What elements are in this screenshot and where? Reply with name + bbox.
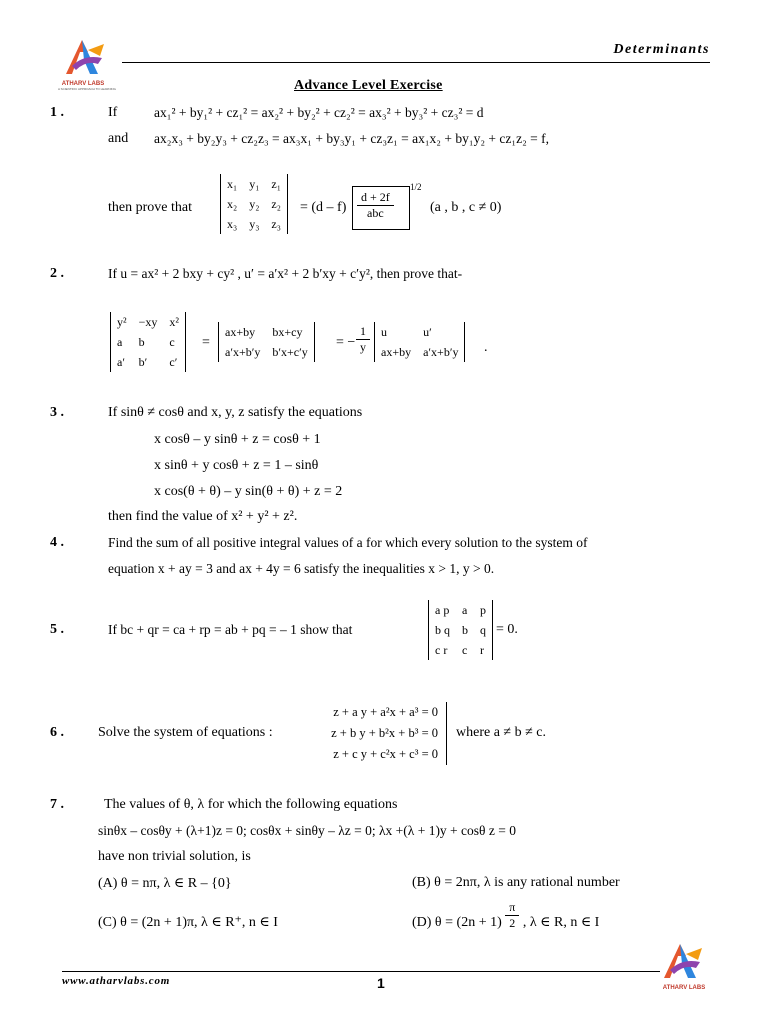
footer-logo-text: ATHARV LABS	[662, 985, 706, 991]
q2-determinant-3	[374, 322, 465, 362]
q7-option-a: (A) θ = nπ, λ ∈ R – {0}	[98, 876, 232, 891]
q6-eq-3: z + c y + c²x + c³ = 0	[333, 747, 438, 761]
q4-line1: Find the sum of all positive integral values of a for which every solution to the system of	[108, 535, 588, 550]
q7-number: 7 .	[50, 797, 64, 812]
q7-option-d-post: , λ ∈ R, n ∈ I	[522, 915, 600, 930]
q1-frac-top: d + 2f	[357, 190, 394, 206]
q7-option-b: (B) θ = 2nπ, λ is any rational number	[412, 875, 620, 890]
q3-eq-1: x cosθ – y sinθ + z = cosθ + 1	[154, 432, 321, 447]
det-cell: z₂	[271, 196, 281, 211]
det-row	[429, 600, 492, 620]
q4-number: 4 .	[50, 535, 64, 550]
q6-eq-1: z + a y + a²x + a³ = 0	[333, 705, 438, 719]
det-cell: b q	[435, 622, 450, 637]
det-cell: a p	[435, 602, 450, 617]
det-cell: x₁	[227, 176, 238, 191]
det-row	[111, 312, 185, 332]
q1-and: and	[108, 131, 129, 146]
q3-eq-2: x sinθ + y cosθ + z = 1 – sinθ	[154, 458, 319, 473]
det-cell: bx+cy	[272, 324, 303, 339]
q5-number: 5 .	[50, 622, 64, 637]
det-row	[219, 322, 314, 342]
q1-bracket	[352, 186, 410, 230]
q5-determinant	[428, 600, 493, 660]
q1-then: then prove that	[108, 200, 192, 215]
q2-determinant-1	[110, 312, 186, 372]
q6-eq-2: z + b y + b²x + b³ = 0	[331, 726, 438, 740]
det-row	[429, 620, 492, 640]
q7-option-d-pre: (D) θ = (2n + 1)	[412, 915, 502, 930]
det-cell: b	[462, 622, 468, 637]
det-cell: y₂	[249, 196, 260, 211]
q1-frac-bottom: abc	[367, 206, 384, 220]
footer-rule	[62, 971, 660, 972]
q2-number: 2 .	[50, 266, 64, 281]
det-cell: z₁	[271, 176, 281, 191]
section-title: Advance Level Exercise	[294, 78, 443, 93]
logo-tagline: A SCIENTIFIC APPROACH TO LEARNING	[58, 87, 116, 91]
det-cell: u′	[423, 324, 432, 339]
q1-power: 1/2	[410, 182, 422, 192]
det-cell: y₃	[249, 216, 260, 231]
atharv-logo-icon-footer	[656, 940, 706, 980]
det-cell: ax+by	[381, 344, 412, 359]
q1-number: 1 .	[50, 105, 64, 120]
q7-option-d-frac-bottom: 2	[509, 916, 516, 931]
det-cell: z₃	[271, 216, 281, 231]
det-cell: y₁	[249, 176, 260, 191]
q7-option-c: (C) θ = (2n + 1)π, λ ∈ R⁺, n ∈ I	[98, 915, 278, 930]
det-cell: a′x+b′y	[225, 344, 261, 359]
q2-end: .	[484, 340, 488, 355]
det-cell: y²	[117, 314, 127, 329]
det-cell: r	[480, 642, 484, 657]
q4-line2: equation x + ay = 3 and ax + 4y = 6 satisfy the inequalities x > 1, y > 0.	[108, 561, 495, 576]
q6-where: where a ≠ b ≠ c.	[456, 725, 546, 740]
det-row	[429, 640, 492, 660]
det-row	[221, 174, 287, 194]
det-cell: c r	[435, 642, 448, 657]
det-cell: a	[117, 334, 123, 349]
det-cell: p	[480, 602, 486, 617]
q1-if: If	[108, 105, 118, 120]
q2-frac-top: 1	[356, 324, 370, 340]
q1-determinant	[220, 174, 288, 234]
det-row	[111, 352, 185, 372]
det-cell: b	[138, 334, 145, 349]
det-cell: c′	[169, 354, 178, 369]
q1-condition: (a , b , c ≠ 0)	[430, 200, 502, 215]
det-row	[375, 342, 464, 362]
header-title: Determinants	[613, 42, 710, 57]
footer-url: www.atharvlabs.com	[62, 975, 171, 987]
q7-equation: sinθx – cosθy + (λ+1)z = 0; cosθx + sinθy – λz = 0; λx +(λ + 1)y + cosθ z = 0	[98, 823, 516, 838]
det-cell: x²	[169, 314, 179, 329]
det-cell: a′	[117, 354, 125, 369]
q2-mid: = −	[336, 335, 356, 350]
header-logo	[58, 36, 116, 92]
q6-text: Solve the system of equations :	[98, 725, 273, 740]
q2-determinant-2	[218, 322, 315, 362]
det-cell: −xy	[138, 314, 158, 329]
det-cell: ax+by	[225, 324, 256, 339]
det-cell: c	[169, 334, 175, 349]
det-cell: u	[381, 324, 387, 339]
q3-intro: If sinθ ≠ cosθ and x, y, z satisfy the equations	[108, 405, 363, 420]
det-cell: a	[462, 602, 468, 617]
q5-text: If bc + qr = ca + rp = ab + pq = – 1 show that	[108, 622, 353, 637]
q7-option-d	[412, 900, 600, 931]
q3-number: 3 .	[50, 405, 64, 420]
q7-option-d-frac-top: π	[505, 900, 519, 916]
q6-system	[300, 702, 447, 765]
q1-equation: = (d – f)	[300, 200, 347, 215]
logo-text: ATHARV LABS	[61, 81, 105, 87]
det-cell: x₃	[227, 216, 238, 231]
det-row	[221, 194, 287, 214]
det-row	[111, 332, 185, 352]
q1-line2: ax₂x₃ + by₂y₃ + cz₂z₃ = ax₃x₁ + by₃y₁ + cz₃z₁ = ax₁x₂ + by₁y₂ + cz₁z₂ = f,	[154, 131, 550, 146]
q2-fraction	[356, 324, 370, 355]
det-cell: x₂	[227, 196, 238, 211]
q3-then: then find the value of x² + y² + z².	[108, 509, 298, 524]
q6-number: 6 .	[50, 725, 64, 740]
header-rule	[122, 62, 710, 63]
q3-eq-3: x cos(θ + θ) – y sin(θ + θ) + z = 2	[154, 484, 343, 499]
det-cell: a′x+b′y	[423, 344, 459, 359]
footer-logo	[656, 940, 712, 996]
det-row	[221, 214, 287, 234]
q5-end: = 0.	[496, 622, 518, 637]
det-cell: b′	[138, 354, 148, 369]
atharv-logo-icon	[58, 36, 108, 76]
q2-frac-bottom: y	[360, 340, 366, 354]
det-cell: q	[480, 622, 486, 637]
q2-equals: =	[202, 335, 210, 350]
det-row	[219, 342, 314, 362]
q1-line1: ax₁² + by₁² + cz₁² = ax₂² + by₂² + cz₂² = ax₃² + by₃² + cz₃² = d	[154, 105, 484, 120]
q2-text: If u = ax² + 2 bxy + cy² , u′ = a′x² + 2 b′xy + c′y², then prove that-	[108, 266, 463, 281]
q7-have: have non trivial solution, is	[98, 849, 251, 864]
q7-intro: The values of θ, λ for which the following equations	[104, 797, 398, 812]
det-row	[375, 322, 464, 342]
det-cell: b′x+c′y	[272, 344, 308, 359]
det-cell: c	[462, 642, 468, 657]
page-number: 1	[377, 975, 385, 991]
